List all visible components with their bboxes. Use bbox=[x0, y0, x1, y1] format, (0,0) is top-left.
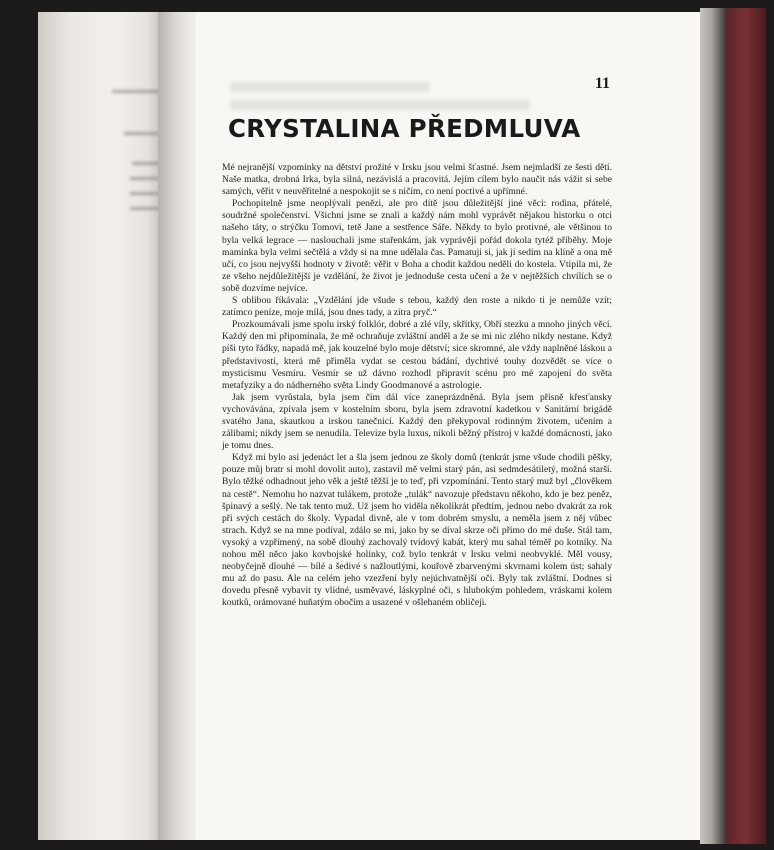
paragraph: Když mi bylo asi jedenáct let a šla jsem jednou ze školy domů (tenkrát jsme všude chodili pěšky, pouze můj bratr si mohl dovolit auto), zastavil mě velmi starý pán, asi sedmdesátiletý, možná starší. Bylo těžké odhadnout jeho věk a ještě těžší je to teď, při vzpomínání. Tento starý muž byl „člověkem na cestě“. Nemohu ho nazvat tulákem, protože „tulák“ navozuje představu někoho, kdo je bez peněz, špinavý a sešlý. Ne tak tento muž. Už jsem ho viděla několikrát předtím, jednou nebo dvakrát za rok při svých cestách do školy. Vypadal divně, ale v tom dobrém smyslu, a neměla jsem z něj vůbec strach. Když se na mne podíval, zdálo se mi, jako by se díval skrze oči přímo do mé duše. Stál tam, vysoký a vzpřímený, na sobě dlouhý zachovalý tvídový kabát, který mu sahal téměř po kotníky. Na nohou měl něco jako kovbojské holínky, což bylo tenkrát v Irsku velmi neobvyklé. Měl vousy, neobyčejně dlouhé — bílé a šedivé s nažloutlými, kouřově zbarvenými skvrnami kolem úst; sahaly mu až do pasu. Ale na celém jeho vzezření byly nejúchvatnější oči. Byly tak zvláštní. Dodnes si dovedu přesně vybavit ty vlídné, usměvavé, láskyplné oči, s hlubokým pohledem, vráskami kolem koutků, orámované huňatým obočím a usazené v ošlehaném obličeji. bbox=[222, 452, 612, 609]
chapter-body bbox=[222, 162, 612, 609]
book-cover-edge bbox=[700, 8, 766, 844]
paragraph: Mé nejranější vzpomínky na dětství prožité v Irsku jsou velmi šťastné. Jsem nejmladší ze šesti dětí. Naše matka, drobná Irka, byla silná, nezávislá a pracovitá. Jejím cílem bylo naučit nás vážit si sebe samých, věřit v neuvěřitelné a nespokojit se s ničím, co není poctivé a upřímné. bbox=[222, 162, 612, 198]
paragraph: Jak jsem vyrůstala, byla jsem čím dál více zaneprázdněná. Byla jsem přísně křesťansky vychovávána, zpívala jsem v kostelním sboru, byla jsem zdravotní kadetkou v Sanitární brigádě svatého Jana, skautkou a irskou tanečnicí. Každý den překypoval rodinným životem, učením a zálibami; nikdy jsem se nenudila. Televize byla luxus, nikoli běžný přístroj v každé domácnosti, jako je tomu dnes. bbox=[222, 391, 612, 452]
book-gutter bbox=[158, 12, 198, 840]
paragraph: Pochopitelně jsme neoplývali penězi, ale pro dítě jsou důležitější jiné věci: rodina, přátelé, soudržné společenství. Všichni jsme se znali a každý nám mohl vyprávět nějakou historku o otci našeho táty, o strýčku Tomovi, tetě Jane a sestřence Sáře. Někdy to bylo protivné, ale většinou to byla velká legrace — naslouchali jsme stařenkám, jak vyprávějí pořád dokola tytéž příběhy. Moje maminka byla velmi sečtělá a vždy si na mne udělala čas. Pamatuji si, jak jí sedím na klíně a ona mě učí, co jsou nejvyšší hodnoty v životě: věřit v Boha a chodit každou neděli do kostela. Vtipila mi, že ze všeho nejdůležitější je vzdělání, že život je jednoduše cesta učení a že v nejtěžších chvílích se o sobě dozvíme nejvíce. bbox=[222, 198, 612, 294]
paragraph: S oblibou říkávala: „Vzdělání jde všude s tebou, každý den roste a nikdo ti je nemůže vzít; zatímco peníze, moje milá, jsou dnes tady, a zítra pryč.“ bbox=[222, 295, 612, 319]
chapter-title: CRYSTALINA PŘEDMLUVA bbox=[228, 114, 581, 143]
page-number: 11 bbox=[594, 75, 610, 92]
left-page-edge bbox=[38, 12, 166, 840]
paragraph: Prozkoumávali jsme spolu irský folklór, dobré a zlé víly, skřítky, Obří stezku a mnoho jiných věcí. Každý den mi připomínala, že mě ochraňuje zvláštní anděl a že se mi nic zlého nikdy nestane. Když píši tyto řádky, napadá mě, jak kouzelné bylo moje dětství; sice skromné, ale vždy naplněné láskou a představivostí, která mě přiměla vydat se cestou bádání, dychtivé touhy dozvědět se více o mysticismu Vesmíru. Vesmír se už dávno rozhodl připravit scénu pro mé zapojení do světa metafyziky a do nádherného světa Lindy Goodmanové a astrologie. bbox=[222, 319, 612, 391]
